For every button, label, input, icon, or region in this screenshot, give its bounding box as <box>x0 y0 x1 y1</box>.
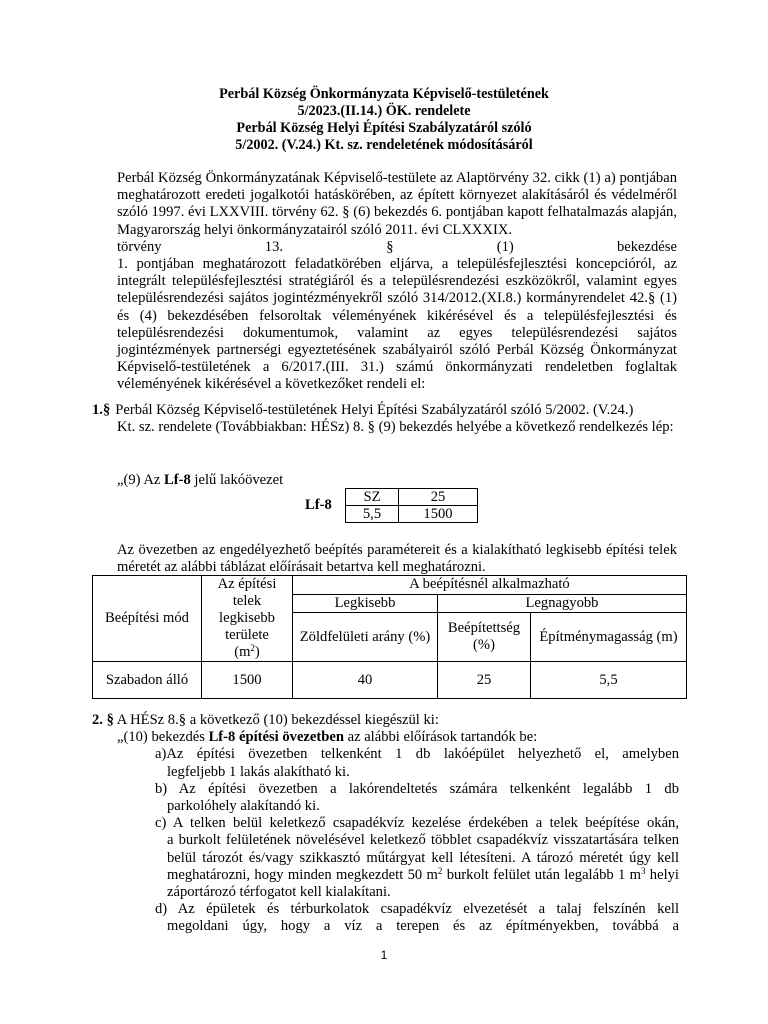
list-item-line: a)Az építési övezetben telkenként 1 db lakóépület helyezhető el, amelyben <box>155 746 679 763</box>
title-line-3: Perbál Község Helyi Építési Szabályzatáról szóló <box>236 120 532 136</box>
table-header-row <box>93 576 687 595</box>
list-item-line: legfeljebb 1 lakás alakítható ki. <box>167 763 350 780</box>
list-item-line: megoldani úgy, hogy a víz a terepen és az építményekben, továbbá a <box>167 918 679 935</box>
list-item-continuation <box>167 832 679 901</box>
preamble-part-1: Perbál Község Önkormányzatának Képviselő-testülete az Alaptörvény 32. cikk (1) a) pontjában meghatározott eredeti jogalkotói hatáskörében, az épített környezet alakításáról és védelméről szóló 1997. évi LXXVIII. törvény 62. § (6) bekezdés 6. pontjában kapott felhatalmazás alapján, Magyarország helyi önkormányzatairól szóló 2011. évi CLXXXIX. <box>117 170 677 238</box>
section-1 <box>92 402 677 436</box>
list-item-c <box>155 815 679 901</box>
superscript: 2 <box>250 643 255 653</box>
preamble-spaced-line <box>117 239 677 256</box>
document-title <box>0 86 768 154</box>
table-row <box>346 489 478 506</box>
header-applied: A beépítésnél alkalmazható <box>293 576 687 595</box>
header-min-lot-area <box>202 576 293 662</box>
header-text: ) <box>254 644 260 660</box>
zone-code: Lf-8 <box>164 472 191 488</box>
table-cell: 1500 <box>399 506 478 523</box>
preamble-word: bekezdése <box>616 238 677 255</box>
header-green-ratio: Zöldfelületi arány (%) <box>293 613 438 662</box>
list-item-line: d) Az épületek és térburkolatok csapadékvíz elvezetését a talaj felszínén kell <box>155 901 679 918</box>
zone-heading <box>117 472 283 489</box>
zone-table-label: Lf-8 <box>305 497 332 513</box>
header-text: legkisebb <box>219 610 275 626</box>
header-built-ratio: Beépítettség (%) <box>438 613 531 662</box>
cell-green: 40 <box>293 662 438 699</box>
paragraph-text: az alábbi előírások tartandók be: <box>343 729 538 746</box>
paragraph-text: „(10) bekezdés <box>117 729 209 746</box>
list-item-a <box>155 746 679 780</box>
zone-parameter-table <box>345 488 478 523</box>
title-line-4: 5/2002. (V.24.) Kt. sz. rendeletének módosításáról <box>235 137 533 153</box>
preamble-word: 13. <box>264 238 284 255</box>
header-text: Az építési <box>217 576 277 592</box>
list-item-line: b) Az építési övezetben a lakórendeltetés számára telkenként legalább 1 db <box>155 780 679 797</box>
preamble-word: törvény <box>117 238 162 255</box>
page-number: 1 <box>380 948 388 962</box>
header-maximum: Legnagyobb <box>438 594 687 613</box>
paragraph-10-intro <box>117 729 682 746</box>
cell-built: 25 <box>438 662 531 699</box>
preamble <box>117 170 677 394</box>
superscript: 3 <box>640 865 646 876</box>
table-row <box>346 506 478 523</box>
section-1-first-line <box>92 402 677 419</box>
title-line-1: Perbál Község Önkormányzata Képviselő-testületének <box>219 86 549 102</box>
section-1-number: 1.§ <box>92 402 111 418</box>
section-2-intro: A HÉSz 8.§ a következő (10) bekezdéssel kiegészül ki: <box>113 712 439 728</box>
list-item-d <box>155 901 679 935</box>
header-building-mode: Beépítési mód <box>93 576 202 662</box>
header-text: területe <box>225 627 269 643</box>
section-1-text-line-1: Perbál Község Képviselő-testületének Helyi Építési Szabályzatáról szóló 5/2002. (V.24.) <box>115 402 634 418</box>
section-1-text-rest: Kt. sz. rendelete (Továbbiakban: HÉSz) 8. § (9) bekezdés helyébe a következő rendelkezés lép: <box>117 419 674 436</box>
zone-heading-prefix: „(9) Az <box>117 472 165 488</box>
list-item-text: helyi záportározó térfogatot kell kialakítani. <box>167 866 679 901</box>
paragraph-bold-text: Lf-8 építési övezetben <box>208 729 344 746</box>
list-item-line: parkolóhely alakítandó ki. <box>167 798 320 815</box>
title-line-2: 5/2023.(II.14.) ÖK. rendelete <box>297 103 471 119</box>
list-item-line: c) A telken belül keletkező csapadékvíz kezelése érdekében a telek beépítése okán, <box>155 815 679 832</box>
section-2-number: 2. § <box>92 712 114 728</box>
section-2-heading <box>92 712 682 729</box>
table-row <box>93 662 687 699</box>
header-text: telek <box>232 593 262 609</box>
table-cell: 5,5 <box>346 506 399 523</box>
cell-height: 5,5 <box>531 662 687 699</box>
building-parameters-table <box>92 575 687 699</box>
header-minimum: Legkisebb <box>293 594 438 613</box>
preamble-part-2: 1. pontjában meghatározott feladatkörében eljárva, a településfejlesztési koncepcióról, az integrált településfejlesztési stratégiáról és a településrendezési eszközökről, valamint egyes településrendezési sajátos jogintézményekről szóló 314/2012.(XI.8.) kormányrendelet 42.§ (1) és (4) bekezdésében felsoroltak véleményének kikérésével és a településfejlesztési és településrendezési dokumentumok, valamint az egyes településrendezési sajátos jogintézmények partnerségi egyeztetésének szabályairól szóló Perbál Község Önkormányzat Képviselő-testületének a 6/2017.(III. 31.) számú önkormányzati rendeletben foglaltak véleményének kikérésével a következőket rendeli el: <box>117 256 677 393</box>
preamble-word: § <box>386 238 394 255</box>
superscript: 2 <box>437 865 443 876</box>
cell-mode: Szabadon álló <box>93 662 202 699</box>
table-cell: 25 <box>399 489 478 506</box>
zone-heading-suffix: jelű lakóövezet <box>190 472 284 488</box>
zone-description: Az övezetben az engedélyezhető beépítés paramétereit és a kialakítható legkisebb építési telek méretét az alábbi táblázat előírásait betartva kell meghatározni. <box>117 542 677 576</box>
table-cell: SZ <box>346 489 399 506</box>
preamble-word: (1) <box>496 238 514 255</box>
list-item-text: burkolt felület után legalább 1 m <box>442 866 641 883</box>
header-building-height: Építménymagasság (m) <box>531 613 687 662</box>
header-text: (m <box>234 644 251 660</box>
cell-lot: 1500 <box>202 662 293 699</box>
section-2 <box>92 712 682 936</box>
list-item-b <box>155 781 679 815</box>
list-item-text: a burkolt felületének növelésével keletkező többlet csapadékvíz visszatartására telken belül tározót és/vagy szikkasztó műtárgyat kell létesíteni. A tározó méretét úgy kell meghatározni, hogy minden megkezdett 50 m <box>167 832 679 883</box>
